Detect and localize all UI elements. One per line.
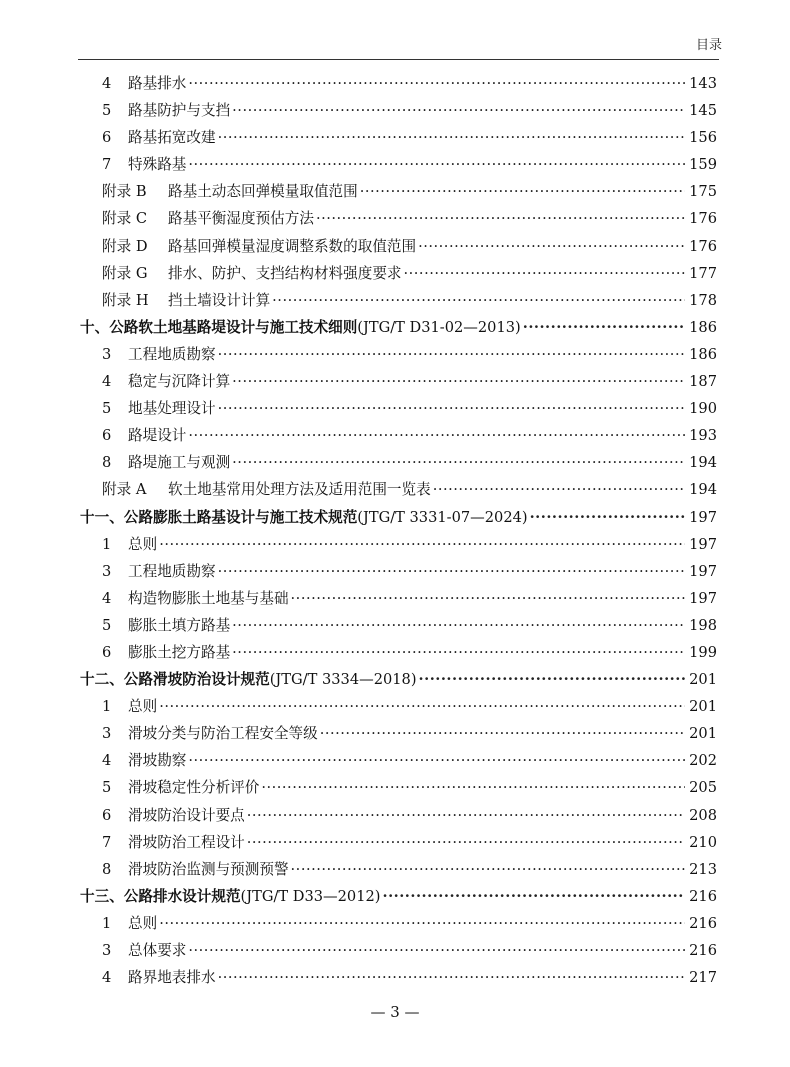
toc-section-row[interactable] xyxy=(80,368,717,395)
toc-chapter-row[interactable] xyxy=(80,883,717,910)
section-number: 3 xyxy=(102,345,112,363)
dot-leader xyxy=(247,829,685,856)
toc-section-row[interactable] xyxy=(80,612,717,639)
toc-entry-title: 路界地表排水 xyxy=(128,969,216,987)
section-number: 8 xyxy=(102,454,112,472)
toc-page-number: 201 xyxy=(689,725,717,743)
toc-entry-title: 十一、公路膨胀土路基设计与施工技术规范 xyxy=(80,508,358,526)
toc-chapter-row[interactable] xyxy=(80,666,717,693)
toc-section-row[interactable] xyxy=(80,856,717,883)
section-number: 4 xyxy=(102,969,112,987)
toc-page-number: 186 xyxy=(689,345,717,363)
toc-entry-title: 路基回弹模量湿度调整系数的取值范围 xyxy=(168,237,417,255)
toc-page-number: 199 xyxy=(689,643,717,661)
section-number: 1 xyxy=(102,535,112,553)
dot-leader xyxy=(530,504,685,531)
section-number: 3 xyxy=(102,562,112,580)
toc-page-number: 176 xyxy=(689,237,717,255)
dot-leader xyxy=(218,341,685,368)
dot-leader xyxy=(404,260,685,287)
toc-page-number: 187 xyxy=(689,373,717,391)
toc-section-row[interactable] xyxy=(80,531,717,558)
toc-section-row[interactable] xyxy=(80,341,717,368)
section-number: 4 xyxy=(102,75,112,92)
section-number: 4 xyxy=(102,589,112,607)
toc-page-number: 198 xyxy=(689,616,717,634)
toc-page-number: 217 xyxy=(689,969,717,987)
toc-page-number: 176 xyxy=(689,210,717,228)
section-number: 8 xyxy=(102,860,112,878)
section-number: 3 xyxy=(102,942,112,959)
toc-appendix-row[interactable] xyxy=(80,476,717,503)
toc-page-number: 145 xyxy=(689,102,717,120)
toc-entry-title: 排水、防护、支挡结构材料强度要求 xyxy=(168,264,402,282)
toc-section-row[interactable] xyxy=(80,720,717,747)
toc-page-number: 197 xyxy=(689,535,717,553)
toc-section-row[interactable] xyxy=(80,964,717,991)
dot-leader xyxy=(360,178,685,205)
toc-appendix-row[interactable] xyxy=(80,205,717,232)
toc-page-number: 177 xyxy=(689,264,717,282)
toc-section-row[interactable] xyxy=(80,395,717,422)
toc-section-row[interactable] xyxy=(80,910,717,937)
dot-leader xyxy=(188,937,685,964)
section-number: 6 xyxy=(102,427,112,445)
toc-entry-title: 总则 xyxy=(128,535,158,553)
section-number: 6 xyxy=(102,806,112,824)
toc-entry-title: 总则 xyxy=(128,698,158,716)
toc-entry-title: 十三、公路排水设计规范 xyxy=(80,887,241,905)
dot-leader xyxy=(316,205,685,232)
toc-entry-title: 路基拓宽改建 xyxy=(128,129,216,147)
toc-entry-title: 路基防护与支挡 xyxy=(128,102,231,120)
dot-leader xyxy=(188,151,685,178)
toc-entry-title: 特殊路基 xyxy=(128,156,187,174)
toc-page-number: 194 xyxy=(689,481,717,499)
toc-page-number: 178 xyxy=(689,291,717,309)
toc-section-row[interactable] xyxy=(80,558,717,585)
dot-leader xyxy=(188,422,685,449)
toc-appendix-row[interactable] xyxy=(80,260,717,287)
toc-page-number: 197 xyxy=(689,562,717,580)
toc-page-number: 205 xyxy=(689,779,717,797)
toc-entry-title: 路堤设计 xyxy=(128,427,187,445)
toc-section-row[interactable] xyxy=(80,829,717,856)
toc-section-row[interactable] xyxy=(80,747,717,774)
toc-chapter-row[interactable] xyxy=(80,314,717,341)
dot-leader xyxy=(232,97,685,124)
dot-leader xyxy=(188,70,685,97)
toc-entry-title: 工程地质勘察 xyxy=(128,562,216,580)
dot-leader xyxy=(218,964,685,991)
toc-section-row[interactable] xyxy=(80,585,717,612)
toc-page-number: 216 xyxy=(689,942,717,959)
section-number: 7 xyxy=(102,156,112,174)
toc-section-row[interactable] xyxy=(80,422,717,449)
toc-appendix-row[interactable] xyxy=(80,287,717,314)
dot-leader xyxy=(159,693,685,720)
toc-entry-title: 工程地质勘察 xyxy=(128,345,216,363)
section-number: 4 xyxy=(102,373,112,391)
toc-page-number: 159 xyxy=(689,156,717,174)
running-header-label: 目录 xyxy=(695,38,722,53)
toc-entry-title: 滑坡防治工程设计 xyxy=(128,833,245,851)
dot-leader xyxy=(261,774,685,801)
dot-leader xyxy=(218,558,685,585)
dot-leader xyxy=(419,666,685,693)
dot-leader xyxy=(418,233,685,260)
page-number: — 3 — xyxy=(370,1003,420,1021)
toc-section-row[interactable] xyxy=(80,449,717,476)
toc-page-number: 186 xyxy=(689,318,717,336)
toc-section-row[interactable] xyxy=(80,97,717,124)
section-number: 1 xyxy=(102,698,112,716)
section-number: 1 xyxy=(102,914,112,932)
toc-chapter-row[interactable] xyxy=(80,504,717,531)
toc-section-row[interactable] xyxy=(80,937,717,964)
dot-leader xyxy=(188,747,685,774)
section-number: 5 xyxy=(102,779,112,797)
toc-entry-title: 十、公路软土地基路堤设计与施工技术细则 xyxy=(80,318,358,336)
appendix-label: 附录 D xyxy=(102,237,148,255)
dot-leader xyxy=(320,720,685,747)
dot-leader xyxy=(159,910,685,937)
section-number: 5 xyxy=(102,616,112,634)
toc-entry-title: 稳定与沉降计算 xyxy=(128,373,231,391)
dot-leader xyxy=(523,314,685,341)
toc-page-number: 143 xyxy=(689,75,717,92)
toc-page-number: 197 xyxy=(689,508,717,526)
toc-page-number: 202 xyxy=(689,752,717,770)
dot-leader xyxy=(433,476,685,503)
toc-page-number: 213 xyxy=(689,860,717,878)
section-number: 7 xyxy=(102,833,112,851)
toc-page-number: 194 xyxy=(689,454,717,472)
dot-leader xyxy=(247,802,685,829)
dot-leader xyxy=(232,612,685,639)
toc-entry-title: 滑坡分类与防治工程安全等级 xyxy=(128,725,318,743)
toc-entry-title: 地基处理设计 xyxy=(128,400,216,418)
dot-leader xyxy=(291,856,685,883)
toc-section-row[interactable] xyxy=(80,639,717,666)
dot-leader xyxy=(159,531,685,558)
table-of-contents xyxy=(80,70,717,991)
dot-leader xyxy=(232,449,685,476)
toc-entry-title: 总体要求 xyxy=(128,942,187,959)
appendix-label: 附录 B xyxy=(102,183,147,201)
toc-entry-title: 构造物膨胀土地基与基础 xyxy=(128,589,289,607)
toc-page-number: 208 xyxy=(689,806,717,824)
dot-leader xyxy=(382,883,685,910)
appendix-label: 附录 H xyxy=(102,291,149,309)
toc-entry-title: 总则 xyxy=(128,914,158,932)
toc-page-number: 201 xyxy=(689,698,717,716)
toc-entry-title: 十二、公路滑坡防治设计规范 xyxy=(80,671,270,689)
dot-leader xyxy=(218,124,685,151)
toc-section-row[interactable] xyxy=(80,693,717,720)
section-number: 5 xyxy=(102,102,112,120)
section-number: 6 xyxy=(102,129,112,147)
appendix-label: 附录 C xyxy=(102,210,147,228)
toc-appendix-row[interactable] xyxy=(80,233,717,260)
toc-page-number: 216 xyxy=(689,914,717,932)
toc-entry-title: 滑坡稳定性分析评价 xyxy=(128,779,260,797)
toc-page-number: 156 xyxy=(689,129,717,147)
toc-page-number: 190 xyxy=(689,400,717,418)
header-divider xyxy=(78,59,719,60)
toc-entry-title: 路堤施工与观测 xyxy=(128,454,231,472)
dot-leader xyxy=(232,368,685,395)
standard-code: (JTG/T D33—2012) xyxy=(240,887,381,905)
toc-entry-title: 路基土动态回弹模量取值范围 xyxy=(168,183,358,201)
toc-page-number: 193 xyxy=(689,427,717,445)
appendix-label: 附录 G xyxy=(102,264,148,282)
section-number: 6 xyxy=(102,643,112,661)
section-number: 3 xyxy=(102,725,112,743)
toc-entry-title: 滑坡防治监测与预测预警 xyxy=(128,860,289,878)
toc-section-row[interactable] xyxy=(80,151,717,178)
toc-page-number: 216 xyxy=(689,887,717,905)
dot-leader xyxy=(291,585,685,612)
toc-entry-title: 滑坡勘察 xyxy=(128,752,187,770)
toc-entry-title: 滑坡防治设计要点 xyxy=(128,806,245,824)
toc-entry-title: 路基排水 xyxy=(128,75,187,92)
toc-appendix-row[interactable] xyxy=(80,178,717,205)
toc-page-number: 210 xyxy=(689,833,717,851)
toc-page-number: 175 xyxy=(689,183,717,201)
dot-leader xyxy=(272,287,685,314)
standard-code: (JTG/T 3331-07—2024) xyxy=(357,508,528,526)
toc-page-number: 197 xyxy=(689,589,717,607)
dot-leader xyxy=(218,395,685,422)
toc-section-row[interactable] xyxy=(80,802,717,829)
standard-code: (JTG/T 3334—2018) xyxy=(269,671,417,689)
standard-code: (JTG/T D31-02—2013) xyxy=(357,318,521,336)
toc-entry-title: 挡土墙设计计算 xyxy=(168,291,271,309)
toc-page-number: 201 xyxy=(689,671,717,689)
section-number: 5 xyxy=(102,400,112,418)
toc-entry-title: 膨胀土挖方路基 xyxy=(128,643,231,661)
toc-entry-title: 膨胀土填方路基 xyxy=(128,616,231,634)
toc-section-row[interactable] xyxy=(80,774,717,801)
toc-section-row[interactable] xyxy=(80,124,717,151)
toc-entry-title: 软土地基常用处理方法及适用范围一览表 xyxy=(168,481,431,499)
appendix-label: 附录 A xyxy=(102,481,147,499)
toc-section-row[interactable] xyxy=(80,70,717,97)
toc-entry-title: 路基平衡湿度预估方法 xyxy=(168,210,314,228)
dot-leader xyxy=(232,639,685,666)
section-number: 4 xyxy=(102,752,112,770)
